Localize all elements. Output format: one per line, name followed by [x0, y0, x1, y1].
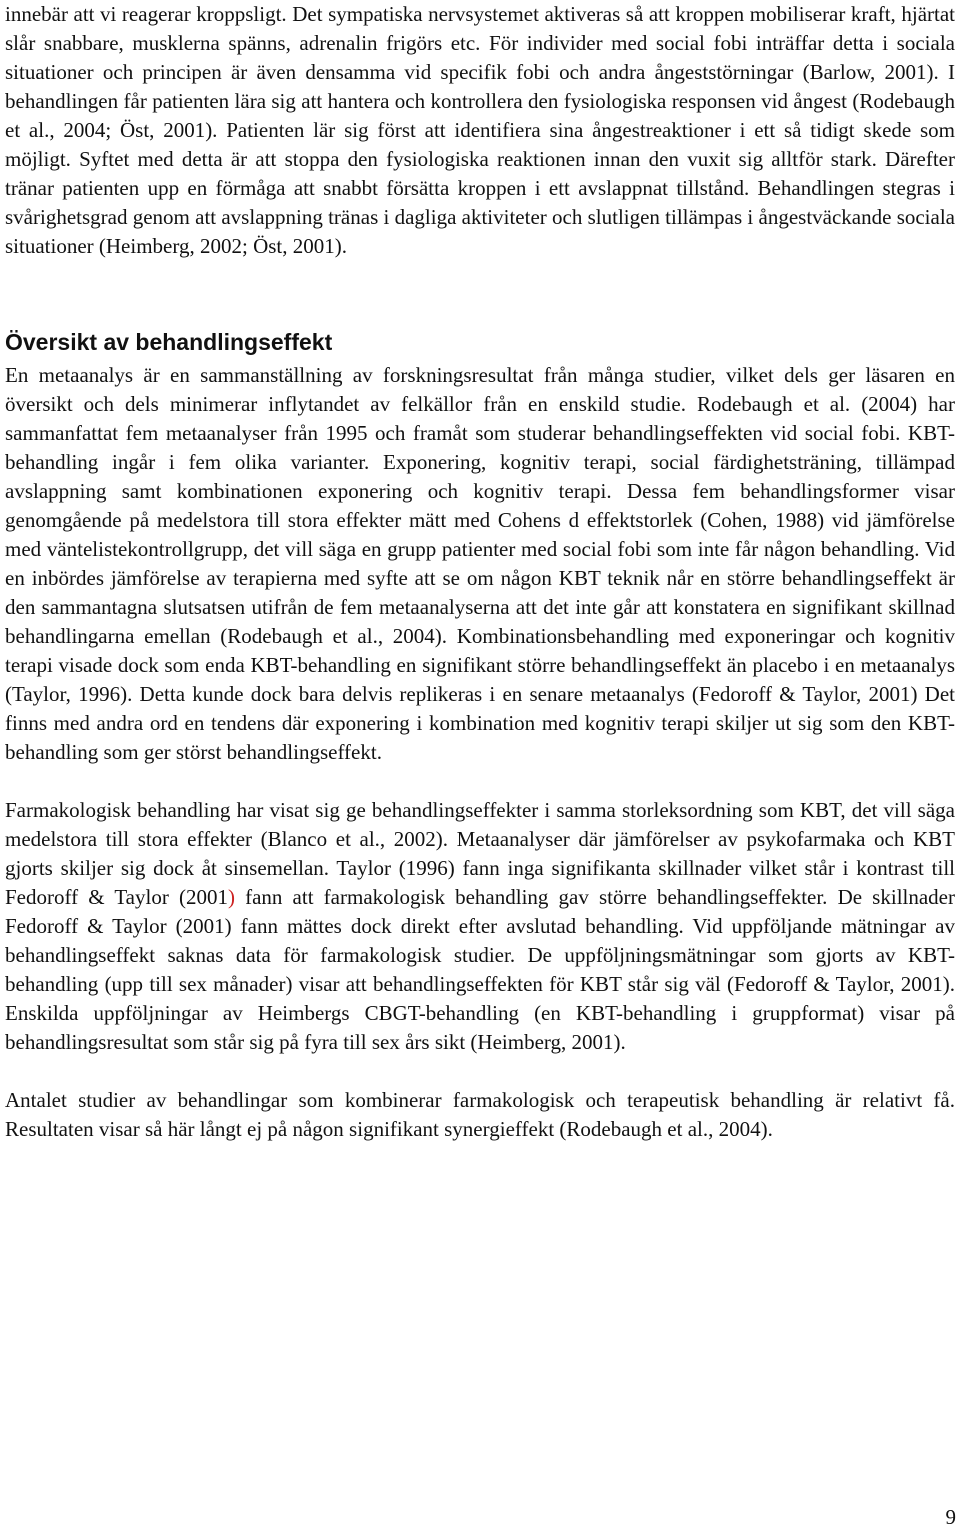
intro-paragraph: innebär att vi reagerar kroppsligt. Det sympatiska nervsystemet aktiveras så att kroppen mobiliserar kraft, hjärtat slår snabbare, musklerna spänns, adrenalin frigörs etc. För individer med social fobi inträffar detta i sociala situationer och principen är även densamma vid specifik fobi och andra ångeststörningar (Barlow, 2001). I behandlingen får patienten lära sig att hantera och kontrollera den fysiologiska responsen vid ångest (Rodebaugh et al., 2004; Öst, 2001). Patienten lär sig först att identifiera sina ångestreaktioner i ett så tidigt skede som möjligt. Syftet med detta är att stoppa den fysiologiska reaktionen innan den vuxit sig alltför stark. Därefter tränar patienten upp en förmåga att snabbt försätta kroppen i ett avslappnat tillstånd. Behandlingen stegras i svårighetsgrad genom att avslappning tränas i dagliga aktiviteter och slutligen tillämpas i ångestväckande sociala situationer (Heimberg, 2002; Öst, 2001). — [5, 2, 955, 258]
paragraph-2-text-start: Farmakologisk behandling har visat sig ge behandlingseffekter i samma storleksordning som KBT, det vill säga medelstora till stora effekter (Blanco et al., 2002). Metaanalyser där jämförelser av psykofarmaka och KBT gjorts skiljer sig dock åt sinsemellan. Taylor (1996) fann inga signifikanta skillnader vilket står i kontrast till Fedoroff & Taylor (2001 — [5, 798, 955, 909]
highlighted-parenthesis: ) — [227, 885, 235, 909]
paragraph-2-text-end: fann att farmakologisk behandling gav större behandlingseffekter. De skillnader Fedoroff & Taylor (2001) fann mättes dock direkt efter avslutad behandling. Vid uppföljande mätningar av behandlingseffekt saknas data för farmakologisk studier. De uppföljningsmätningar som gjorts av KBT-behandling (upp till sex månader) visar att behandlingseffekten för KBT står sig väl (Fedoroff & Taylor, 2001). Enskilda uppföljningar av Heimbergs CBGT-behandling (en KBT-behandling i gruppformat) visar på behandlingsresultat som står sig på fyra till sex års sikt (Heimberg, 2001). — [5, 885, 955, 1054]
overview-paragraph-1: En metaanalys är en sammanställning av forskningsresultat från många studier, vilket dels ger läsaren en översikt och dels minimerar inflytandet av felkällor från en enskild studie. Rodebaugh et al. (2004) har sammanfattat fem metaanalyser från 1995 och framåt som studerar behandlingseffekten vid social fobi. KBT-behandling ingår i fem olika varianter. Exponering, kognitiv terapi, social färdighetsträning, tillämpad avslappning samt kombinationen exponering och kognitiv terapi. Dessa fem behandlingsformer visar genomgående på medelstora till stora effekter mätt med Cohens d effektstorlek (Cohen, 1988) vid jämförelse med väntelistekontrollgrupp, det vill säga en grupp patienter med social fobi som inte får någon behandling. Vid en inbördes jämförelse av terapierna med syfte att se om någon KBT teknik når en större behandlingseffekt är den sammantagna slutsatsen utifrån de fem metaanalyserna att det inte går att konstatera en signifikant skillnad behandlingarna emellan (Rodebaugh et al., 2004). Kombinationsbehandling med exponeringar och kognitiv terapi visade dock som enda KBT-behandling en signifikant större behandlingseffekt än placebo i en metaanalys (Taylor, 1996). Detta kunde dock bara delvis replikeras i en senare metaanalys (Fedoroff & Taylor, 2001) Det finns med andra ord en tendens där exponering i kombination med kognitiv terapi skiljer ut sig som den KBT-behandling som ger störst behandlingseffekt. — [5, 363, 955, 764]
overview-paragraph-2 — [5, 796, 955, 1057]
page-number: 9 — [945, 1505, 956, 1529]
overview-paragraph-3: Antalet studier av behandlingar som kombinerar farmakologisk och terapeutisk behandling är relativt få. Resultaten visar så här långt ej på någon signifikant synergieffekt (Rodebaugh et al., 2004). — [5, 1088, 955, 1141]
document-page — [5, 0, 955, 1144]
section-heading: Översikt av behandlingseffekt — [5, 329, 333, 355]
